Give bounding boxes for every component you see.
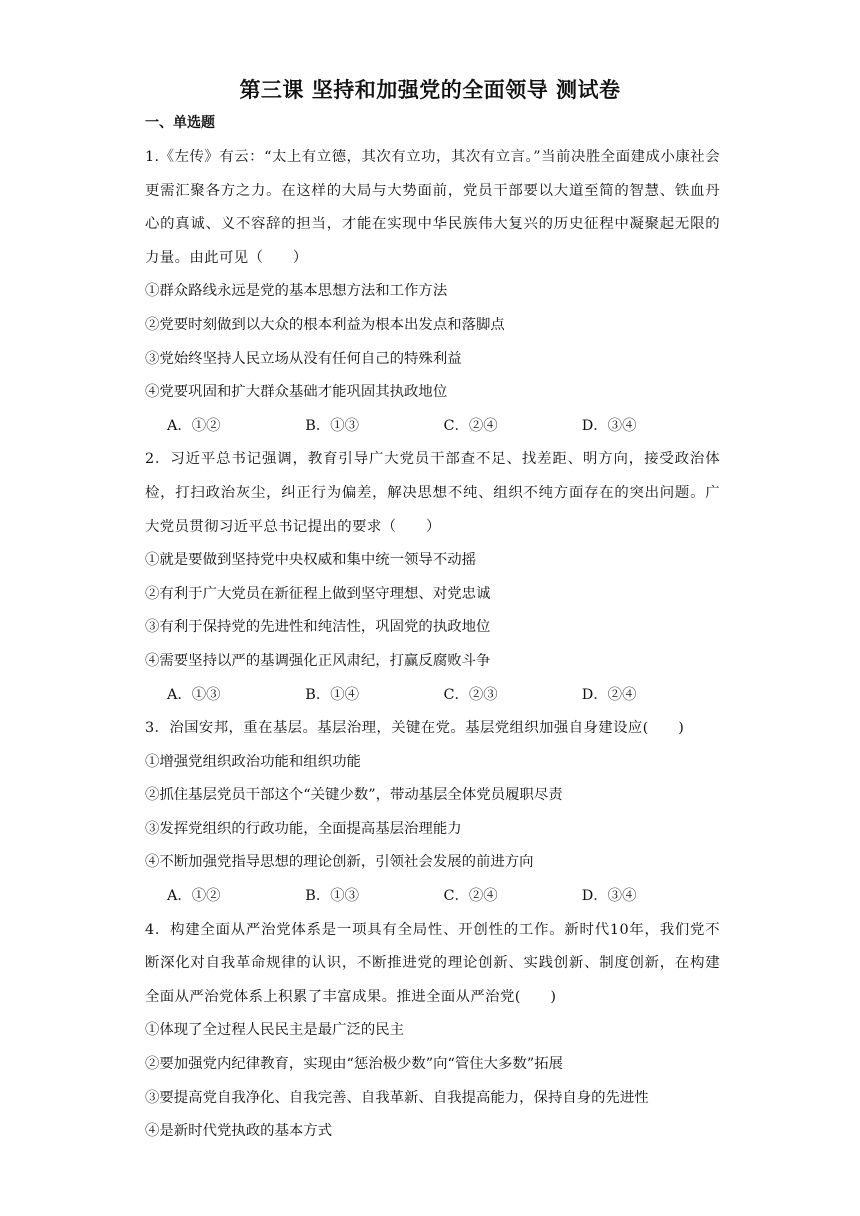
- question-3: [145, 712, 720, 914]
- choice-d: D．③④: [581, 888, 637, 905]
- statement-option: ②有利于广大党员在新征程上做到坚守理想、对党忠诚: [145, 585, 491, 602]
- answer-choices: [145, 679, 720, 713]
- answer-choices: [145, 880, 720, 914]
- section-heading: 一、单选题: [145, 115, 215, 131]
- statement-option: ④不断加强党指导思想的理论创新，引领社会发展的前进方向: [145, 854, 534, 871]
- statement-option: ①体现了全过程人民民主是最广泛的民主: [145, 1022, 405, 1039]
- question-4: [145, 914, 720, 1149]
- statement-option: ③发挥党组织的行政功能，全面提高基层治理能力: [145, 820, 462, 837]
- statement-option: ①就是要做到坚持党中央权威和集中统一领导不动摇: [145, 552, 476, 569]
- question-1: [145, 141, 720, 443]
- choice-b: B．①③: [305, 888, 359, 905]
- statement-option: ④是新时代党执政的基本方式: [145, 1123, 333, 1140]
- choice-a: A．①②: [167, 888, 221, 905]
- answer-choices: [145, 410, 720, 444]
- statement-option: ③有利于保持党的先进性和纯洁性，巩固党的执政地位: [145, 619, 491, 636]
- statement-option: ②党要时刻做到以大众的根本利益为根本出发点和落脚点: [145, 316, 505, 333]
- question-2: [145, 443, 720, 712]
- question-stem: 1.《左传》有云：“太上有立德，其次有立功，其次有立言。”当前决胜全面建成小康社会更需汇聚各方之力。在这样的大局与大势面前，党员干部要以大道至简的智慧、铁血丹心的真诚、义不容辞的担当，才能在实现中华民族伟大复兴的历史征程中凝聚起无限的力量。由此可见（ ）: [145, 149, 720, 266]
- statement-option: ④党要巩固和扩大群众基础才能巩固其执政地位: [145, 384, 448, 401]
- statement-option: ③要提高党自我净化、自我完善、自我革新、自我提高能力，保持自身的先进性: [145, 1089, 649, 1106]
- choice-c: C．②④: [443, 417, 498, 434]
- statement-option: ①增强党组织政治功能和组织功能: [145, 753, 361, 770]
- statement-option: ④需要坚持以严的基调强化正风肃纪，打赢反腐败斗争: [145, 652, 491, 669]
- statement-option: ②要加强党内纪律教育，实现由“惩治极少数”向“管住大多数”拓展: [145, 1056, 563, 1073]
- statement-option: ①群众路线永远是党的基本思想方法和工作方法: [145, 283, 448, 300]
- question-stem: 3．治国安邦，重在基层。基层治理，关键在党。基层党组织加强自身建设应( ): [145, 720, 685, 737]
- statement-option: ②抓住基层党员干部这个“关键少数”，带动基层全体党员履职尽责: [145, 787, 563, 804]
- page-title: 第三课 坚持和加强党的全面领导 测试卷: [239, 78, 621, 102]
- choice-c: C．②④: [443, 888, 498, 905]
- choice-d: D．③④: [581, 417, 637, 434]
- choice-a: A．①③: [167, 686, 221, 703]
- choice-c: C．②③: [443, 686, 498, 703]
- question-list: [145, 141, 720, 1149]
- choice-b: B．①④: [305, 686, 359, 703]
- choice-d: D．②④: [581, 686, 637, 703]
- choice-b: B．①③: [305, 417, 359, 434]
- statement-option: ③党始终坚持人民立场从没有任何自己的特殊利益: [145, 350, 462, 367]
- choice-a: A．①②: [167, 417, 221, 434]
- question-stem: 2．习近平总书记强调，教育引导广大党员干部查不足、找差距、明方向，接受政治体检，打扫政治灰尘，纠正行为偏差，解决思想不纯、组织不纯方面存在的突出问题。广大党员贯彻习近平总书记提出的要求（ ）: [145, 451, 720, 535]
- question-stem: 4．构建全面从严治党体系是一项具有全局性、开创性的工作。新时代10年，我们党不断深化对自我革命规律的认识，不断推进党的理论创新、实践创新、制度创新，在构建全面从严治党体系上积累了丰富成果。推进全面从严治党( ): [145, 921, 720, 1005]
